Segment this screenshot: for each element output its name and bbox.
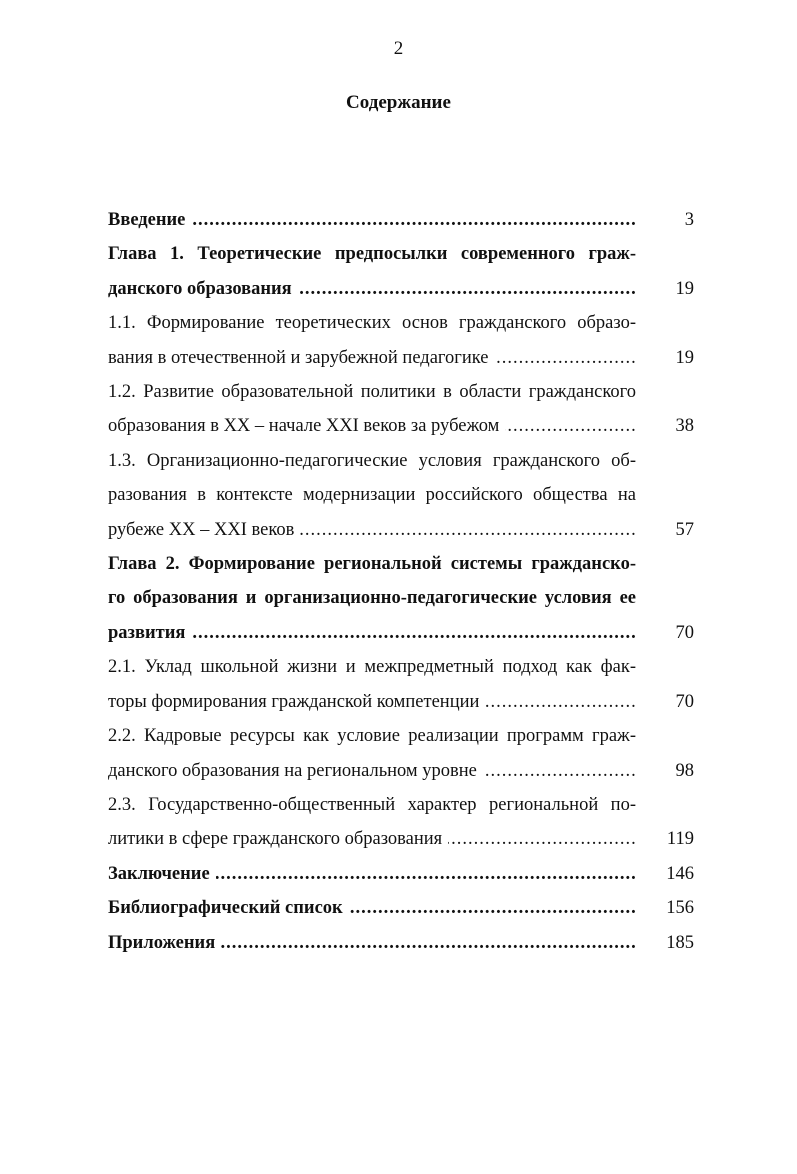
toc-entry-line: данского образования .....	[108, 272, 636, 306]
toc-entry-line: Глава 2. Формирование региональной системы гражданско-	[108, 554, 636, 575]
toc-entry	[108, 444, 694, 547]
toc-entry-page: 19	[675, 347, 694, 368]
toc-entry-page: 185	[666, 932, 694, 953]
toc-entry-line: разования в контексте модернизации российского общества на	[108, 485, 636, 506]
toc-entry-line: 1.2. Развитие образовательной политики в области гражданского	[108, 382, 636, 403]
toc-entry-line: Библиографический список .....	[108, 891, 636, 925]
table-of-contents	[108, 203, 694, 960]
toc-entry-page: 57	[675, 519, 694, 540]
toc-entry-page: 119	[666, 829, 694, 850]
toc-entry-line: рубеже XX – XXI веков .....	[108, 513, 636, 547]
toc-entry-line: го образования и организационно-педагогические условия ее	[108, 588, 636, 609]
toc-entry	[108, 788, 694, 857]
toc-entry	[108, 891, 694, 925]
toc-entry	[108, 237, 694, 306]
toc-entry	[108, 719, 694, 788]
toc-entry	[108, 857, 694, 891]
toc-entry-page: 38	[675, 416, 694, 437]
toc-entry-line: образования в XX – начале XXI веков за рубежом .....	[108, 409, 636, 443]
toc-entry	[108, 203, 694, 237]
toc-entry-line: 2.2. Кадровые ресурсы как условие реализации программ граж-	[108, 726, 636, 747]
toc-entry-line: вания в отечественной и зарубежной педагогике .....	[108, 341, 636, 375]
toc-entry-line: 1.1. Формирование теоретических основ гражданского образо-	[108, 313, 636, 334]
toc-entry-line: Глава 1. Теоретические предпосылки современного граж-	[108, 244, 636, 265]
toc-entry-line: торы формирования гражданской компетенции .....	[108, 685, 636, 719]
toc-entry-line: данского образования на региональном уровне .....	[108, 754, 636, 788]
toc-entry	[108, 375, 694, 444]
toc-entry-line: развития .....	[108, 616, 636, 650]
toc-entry-line: Введение .....	[108, 203, 636, 237]
toc-entry-page: 146	[666, 863, 694, 884]
toc-entry	[108, 650, 694, 719]
toc-entry-line: литики в сфере гражданского образования .....	[108, 822, 636, 856]
toc-entry-page: 156	[666, 898, 694, 919]
page-number: 2	[393, 38, 404, 59]
toc-entry-line: 2.1. Уклад школьной жизни и межпредметный подход как фак-	[108, 657, 636, 678]
toc-entry-line: 2.3. Государственно-общественный характер региональной по-	[108, 794, 636, 815]
toc-entry-line: Заключение .....	[108, 857, 636, 891]
toc-entry	[108, 547, 694, 650]
toc-entry-page: 70	[675, 622, 694, 643]
toc-entry	[108, 306, 694, 375]
toc-entry-page: 98	[675, 760, 694, 781]
toc-entry-page: 19	[675, 278, 694, 299]
page-title: Содержание	[346, 92, 451, 113]
toc-entry	[108, 926, 694, 960]
toc-entry-page: 3	[684, 210, 694, 230]
toc-entry-page: 70	[675, 691, 694, 712]
toc-entry-line: 1.3. Организационно-педагогические условия гражданского об-	[108, 450, 636, 471]
toc-entry-line: Приложения .....	[108, 926, 636, 960]
